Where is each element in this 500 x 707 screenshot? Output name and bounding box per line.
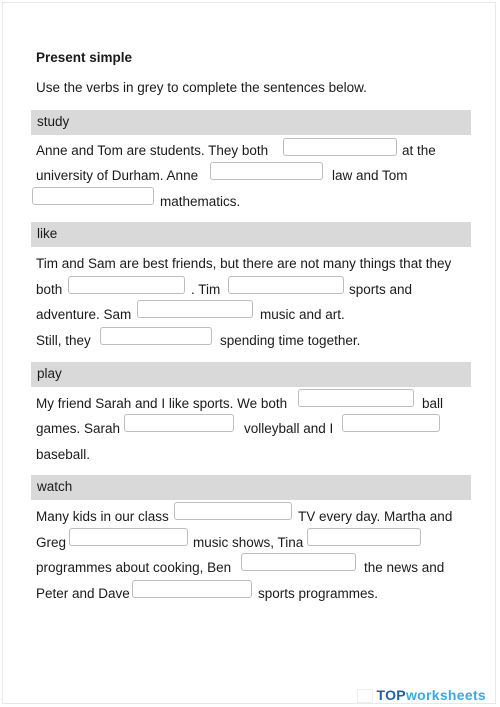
answer-blank[interactable] [307,528,421,546]
sentence-text: university of Durham. Anne [36,168,199,183]
sentence-text: at the [402,143,436,158]
answer-blank[interactable] [283,138,397,156]
sentence-text: . Tim [191,282,221,297]
sentence-text: Many kids in our class [36,509,169,524]
sentence-text: baseball. [36,447,91,462]
logo-worksheets: worksheets [405,686,486,703]
answer-blank[interactable] [137,300,253,318]
sentence-text: the news and [364,560,445,575]
sentence-text: music and art. [260,307,345,322]
sentence-text: law and Tom [332,168,408,183]
verb-label: like [37,226,58,241]
verb-bar-like [31,222,471,247]
sentence-text: Anne and Tom are students. They both [36,143,269,158]
answer-blank[interactable] [210,162,323,180]
sentence-text: mathematics. [160,194,241,209]
answer-blank[interactable] [32,187,154,205]
sentence-text: TV every day. Martha and [298,509,453,524]
answer-blank[interactable] [241,553,356,571]
sentence-text: spending time together. [220,333,361,348]
sentence-text: Tim and Sam are best friends, but there are not many things that they [36,256,452,271]
sentence-text: My friend Sarah and I like sports. We both [36,396,288,411]
sentence-text: games. Sarah [36,421,121,436]
logo-top: TOP [376,686,406,703]
verb-bar-study [31,110,471,135]
sentence-text: programmes about cooking, Ben [36,560,232,575]
logo-icon [357,689,373,703]
sentence-text: adventure. Sam [36,307,132,322]
verb-bar-play [31,362,471,387]
sentence-text: Greg [36,535,67,550]
verb-label: watch [37,479,73,494]
verb-label: play [37,366,62,381]
instructions: Use the verbs in grey to complete the sentences below. [36,80,367,95]
footer-logo[interactable] [357,687,486,703]
sentence-text: Still, they [36,333,91,348]
answer-blank[interactable] [298,389,414,407]
answer-blank[interactable] [124,414,234,432]
page-title: Present simple [36,50,133,65]
answer-blank[interactable] [69,528,188,546]
sentence-text: sports programmes. [258,586,379,601]
answer-blank[interactable] [132,580,252,598]
sentence-text: sports and [349,282,413,297]
sentence-text: ball [422,396,444,411]
answer-blank[interactable] [100,327,212,345]
sentence-text: music shows, Tina [193,535,304,550]
sentence-text: volleyball and I [244,421,334,436]
answer-blank[interactable] [342,414,440,432]
sentence-text: both [36,282,63,297]
answer-blank[interactable] [68,276,185,294]
sentence-text: Peter and Dave [36,586,130,601]
verb-label: study [37,114,70,129]
verb-bar-watch [31,475,471,500]
answer-blank[interactable] [174,502,292,520]
answer-blank[interactable] [228,276,344,294]
